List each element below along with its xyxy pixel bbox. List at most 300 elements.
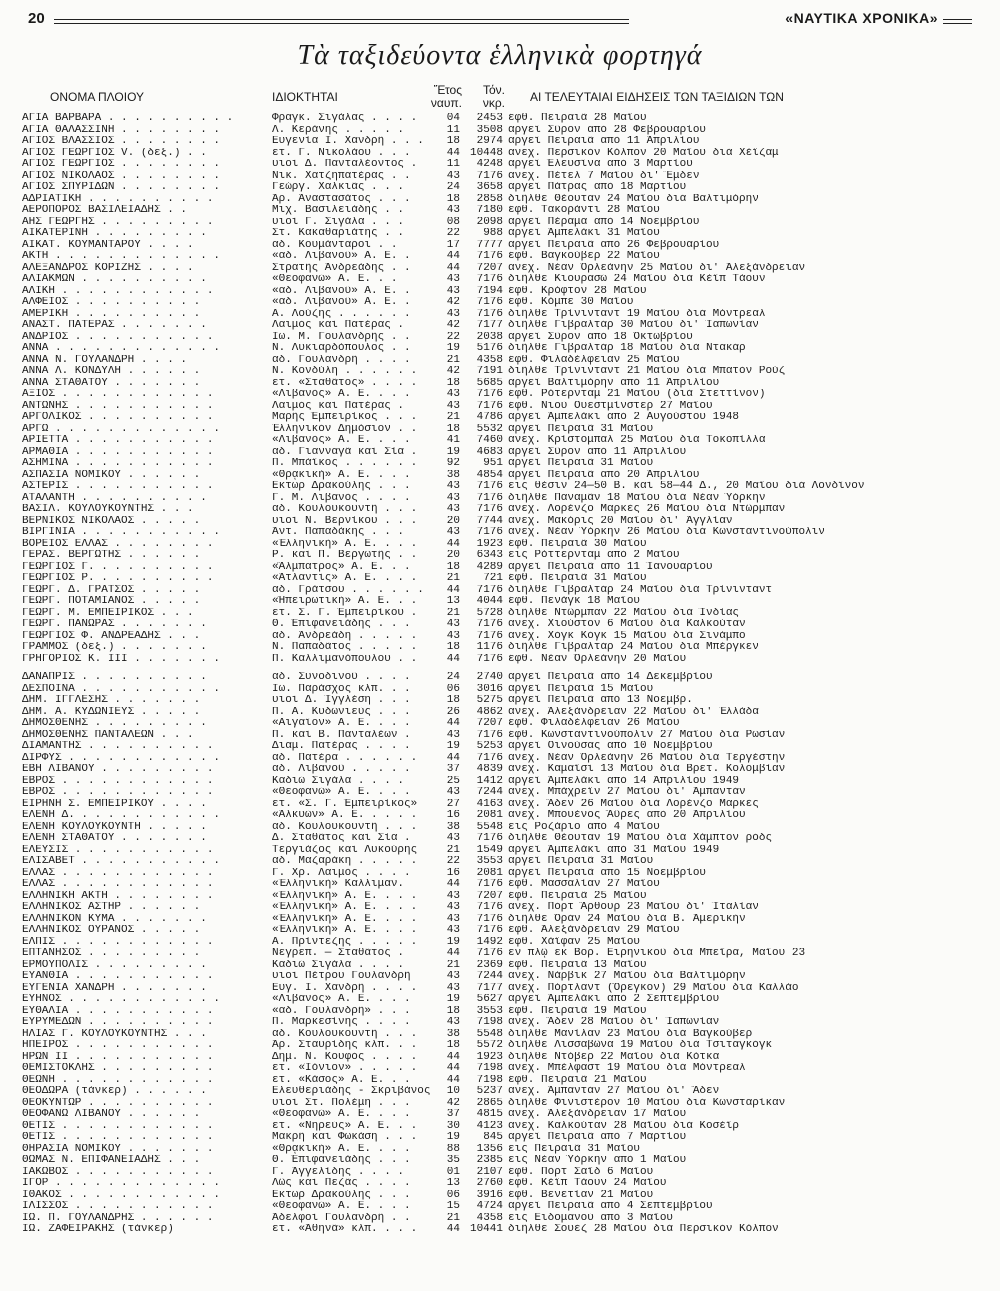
voyage-news: ἔφθ. Πειραιᾶ 19 Μαΐου <box>508 1005 647 1017</box>
voyage-news: ἔφθ. Πειραιᾶ 31 Μαΐου <box>508 573 647 584</box>
owner-name: «Θρᾳκικὴ» Α. Ε. . . . <box>272 1143 411 1155</box>
tonnage: 7176 <box>476 902 503 913</box>
ship-name: ΑΓΙΟΣ ΣΠΥΡΙΔΩΝ . . . . . . . . <box>22 182 221 193</box>
ship-name: ΔΑΝΑΠΡΙΣ . . . . . . . . . . <box>22 672 207 683</box>
table-row <box>22 274 972 286</box>
voyage-news: ἀργεῖ Σῦρον ἀπὸ 28 Φεβρουαρίου <box>508 124 707 136</box>
build-year: 11 <box>446 159 460 170</box>
voyage-news: ἀργεῖ Πειραιᾶ ἀπὸ 20 Ἀπριλίου <box>508 469 700 481</box>
tonnage: 4839 <box>476 764 503 775</box>
table-row <box>22 136 972 148</box>
voyage-news: ἀργεῖ Πειραιᾶ 15 Μαΐου <box>508 683 654 695</box>
owner-name: «Ἑλληνικὴ» Α. Ε. . . . <box>272 538 418 550</box>
table-row <box>22 672 972 684</box>
voyage-news: ἔφθ. Πειραιᾶ 28 Μαΐου <box>508 113 647 124</box>
table-row <box>22 171 972 183</box>
tonnage: 4358 <box>476 354 503 366</box>
voyage-news: ἀργεῖ Πειραιᾶ ἀπὸ 13 Νοεμβρ. <box>508 695 693 706</box>
ship-name: ΑΝΔΡΙΟΣ . . . . . . . . . . . <box>22 331 214 343</box>
voyage-news: ἀνεχ. Πὸρτ Ἄρθουρ 23 Μαΐου δι' Ἰταλίαν <box>508 902 759 913</box>
journal-name: «ΝΑΥΤΙΚΑ ΧΡΟΝΙΚΑ» <box>785 10 938 26</box>
table-row <box>22 1224 972 1236</box>
owner-name: ἐτ. «Νηρεὺς» Α. Ε. . . <box>272 1120 418 1132</box>
table-row <box>22 753 972 765</box>
ship-name: ΕΒΗ ΛΙΒΑΝΟΥ . . . . . . . . . <box>22 764 214 775</box>
table-row <box>22 205 972 217</box>
table-row <box>22 148 972 160</box>
tonnage: 7176 <box>476 729 503 741</box>
table-row <box>22 389 972 401</box>
ship-name: ΒΙΡΓΙΝΙΑ . . . . . . . . . . . <box>22 527 221 538</box>
owner-name: «Θεοφανὼ» Α. Ε. . . . <box>272 1201 411 1212</box>
ship-name: ΑΓΙΑ ΒΑΡΒΑΡΑ . . . . . . . . . . <box>22 113 234 124</box>
owner-name: «Θεοφανὼ» Α. Ε. . . . <box>272 1109 411 1120</box>
voyage-news: διῆλθε Γιβραλτὰρ 30 Μαΐου δι' Ἰαπωνίαν <box>508 320 759 331</box>
ship-name: ΕΥΓΕΝΙΑ ΧΑΝΔΡΗ . . . . . . . <box>22 982 207 994</box>
ship-name: ΘΗΡΑΣΙΑ ΝΟΜΙΚΟΥ . . . . . . . <box>22 1143 214 1155</box>
table-row <box>22 845 972 857</box>
owner-name: «Θεοφανὼ» Α. Ε. . . . <box>272 787 411 798</box>
tonnage: 7176 <box>476 584 503 596</box>
voyage-news: διῆλθε Κιουρασὼ 24 Μαΐου διὰ Κέϊπ Τάουν <box>508 274 766 285</box>
ship-name: ΕΥΡΥΜΕΔΩΝ . . . . . . . . . . <box>22 1017 214 1028</box>
build-year: 19 <box>446 1132 460 1143</box>
build-year: 42 <box>446 366 460 377</box>
owner-name: Ἀρ. Σταυρίδης κλπ. . . <box>272 1040 418 1051</box>
table-row <box>22 113 972 125</box>
ship-name: ΘΕΤΙΣ . . . . . . . . . . . . <box>22 1132 214 1143</box>
masthead-rule-right <box>943 19 972 24</box>
owner-name: Μακρῆ καὶ Φωκάση . . . <box>272 1132 418 1143</box>
build-year: 43 <box>446 619 460 630</box>
table-row <box>22 251 972 263</box>
tonnage: 3553 <box>476 1005 503 1017</box>
owner-name: Ἕκτωρ Δρακούλης . . . <box>272 1189 411 1201</box>
build-year: 44 <box>446 1051 460 1063</box>
owner-name: «Ἑλληνικὴ» Α. Ε. . . . <box>272 925 418 936</box>
build-year: 22 <box>446 228 460 239</box>
table-row <box>22 1063 972 1075</box>
build-year: 88 <box>446 1143 460 1155</box>
build-year: 08 <box>446 216 460 228</box>
build-year: 04 <box>446 113 460 124</box>
build-year: 18 <box>446 1005 460 1017</box>
build-year: 06 <box>446 1189 460 1201</box>
ship-name: ΒΕΡΝΙΚΟΣ ΝΙΚΟΛΑΟΣ . . . . . <box>22 515 201 527</box>
voyage-news: ἀργεῖ Σῦρον ἀπὸ 11 Ἀπριλίου <box>508 446 687 458</box>
voyage-news: ἀνεχ. Νάρβικ 27 Μαΐου διὰ Βαλτιμόρην <box>508 971 746 982</box>
build-year: 10 <box>446 1086 460 1097</box>
tonnage: 7176 <box>476 170 503 182</box>
voyage-news: ἀνεχ. Ἀλεξάνδρειαν 22 Μαΐου δι' Ἑλλάδα <box>508 706 759 718</box>
tonnage: 5728 <box>476 607 503 619</box>
voyage-news: εἰς θέσιν 24—50 Β. καὶ 58—44 Δ., 20 Μαΐου διὰ Λονδῖνον <box>508 481 865 492</box>
ship-name: ΔΗΜ. Α. ΚΥΔΩΝΙΕΥΣ . . . . . <box>22 706 201 718</box>
owner-name: Φραγκ. Σιγάλας . . . . <box>272 113 418 124</box>
table-row <box>22 573 972 585</box>
ship-name: ΕΛΛΗΝΙΚΟΣ ΟΥΡΑΝΟΣ . . . . . <box>22 925 201 936</box>
table-row <box>22 562 972 574</box>
ship-name: ΒΑΣΙΛ. ΚΟΥΛΟΥΚΟΥΝΤΗΣ . . . <box>22 504 194 515</box>
voyage-news: εἰς Ρόττερνταμ ἀπὸ 2 Μαΐου <box>508 550 680 561</box>
table-row <box>22 994 972 1006</box>
tonnage: 4862 <box>476 706 503 718</box>
table-row <box>22 470 972 482</box>
tonnage: 7176 <box>476 400 503 412</box>
ship-name: ΑΝΑΣΤ. ΠΑΤΕΡΑΣ . . . . . . . <box>22 320 207 331</box>
voyage-news: ἔφθ. Ἀλεξάνδρειαν 29 Μαΐου <box>508 925 680 936</box>
table-row <box>22 516 972 528</box>
ship-name: ΘΕΩΝΗ . . . . . . . . . . . . <box>22 1074 214 1086</box>
build-year: 18 <box>446 1040 460 1051</box>
owner-name: ἀδ. Κουμάνταροι . . <box>272 239 398 251</box>
owner-name: «Λιβανὸς» Α. Ε. . . . <box>272 435 411 446</box>
voyage-news: διῆλθε Λισσαβῶνα 19 Μαΐου διὰ Τσιταγκὸγκ <box>508 1040 773 1051</box>
ship-name: ΑΓΙΟΣ ΓΕΩΡΓΙΟΣ . . . . . . . . <box>22 159 221 170</box>
voyage-news: ἔφθ. Πειραιᾶ 30 Μαΐου <box>508 538 647 550</box>
tonnage: 5548 <box>476 1028 503 1040</box>
tonnage: 7176 <box>476 274 503 285</box>
owner-name: Καδιὼ Σιγάλα . . . . <box>272 959 405 971</box>
table-row <box>22 527 972 539</box>
build-year: 43 <box>446 481 460 492</box>
ship-name: ΕΛΠΙΣ . . . . . . . . . . . . <box>22 936 214 948</box>
table-row <box>22 435 972 447</box>
build-year: 92 <box>446 458 460 469</box>
header-year <box>422 84 462 110</box>
voyage-news: ἀνεχ. Χιούστον 6 Μαΐου διὰ Καλκούταν <box>508 619 746 630</box>
build-year: 44 <box>446 1074 460 1086</box>
ship-name: ΕΛΕΝΗ Δ. . . . . . . . . . . . <box>22 810 221 821</box>
owner-name: «Λιβανὸς» Α. Ε. . . . <box>272 389 411 400</box>
tonnage: 7176 <box>476 297 503 308</box>
build-year: 44 <box>446 653 460 665</box>
ship-name: ΘΕΜΙΣΤΟΚΛΗΣ . . . . . . . . . <box>22 1063 214 1074</box>
tonnage: 10448 <box>469 147 503 159</box>
build-year: 22 <box>446 331 460 343</box>
ship-name: ΑΛΕΞΑΝΔΡΟΣ ΚΟΡΙΖΗΣ . . . . <box>22 262 194 274</box>
ship-name: ΔΙΑΜΑΝΤΗΣ . . . . . . . . . . <box>22 741 214 752</box>
build-year: 44 <box>446 251 460 262</box>
build-year: 43 <box>446 630 460 642</box>
build-year: 18 <box>446 193 460 205</box>
owner-name: «Ἄλμπατρος» Α. Ε. . . <box>272 561 411 573</box>
voyage-news: ἀνεχ. Χὸγκ Κὸγκ 15 Μαΐου διὰ Σινάμπο <box>508 630 746 642</box>
page-number: 20 <box>28 10 45 27</box>
ship-name: ΑΔΡΙΑΤΙΚΗ . . . . . . . . . . <box>22 193 214 205</box>
table-row <box>22 707 972 719</box>
tonnage: 5237 <box>476 1086 503 1097</box>
tonnage: 3553 <box>476 856 503 867</box>
voyage-news: ἀργεῖ Ἀμπελάκι ἀπὸ 2 Αὐγούστου 1948 <box>508 412 740 423</box>
voyage-news: ἔφθ. Βαγκούβερ 22 Μαΐου <box>508 251 660 262</box>
ship-name: ΔΕΣΠΟΙΝΑ . . . . . . . . . . . <box>22 683 221 695</box>
build-year: 18 <box>446 423 460 435</box>
ship-name: ΑΓΙΟΣ ΝΙΚΟΛΑΟΣ . . . . . . . . <box>22 170 221 182</box>
build-year: 44 <box>446 1063 460 1074</box>
tonnage: 721 <box>483 573 503 584</box>
build-year: 44 <box>446 584 460 596</box>
voyage-news: ἔφθ. Πὸρτ Σαΐδ 6 Μαΐου <box>508 1166 654 1178</box>
ship-name: ΓΕΩΡΓ. Μ. ΕΜΠΕΙΡΙΚΟΣ . . . <box>22 607 194 619</box>
voyage-news: ἀνεχ. Ἀμπαντὰν 27 Μαΐου δι' Ἄδεν <box>508 1086 720 1097</box>
table-row <box>22 366 972 378</box>
tonnage: 3016 <box>476 683 503 695</box>
ship-name: ΘΕΟΚΥΝΤΩΡ . . . . . . . . . . <box>22 1097 214 1109</box>
owner-name: Ἰω. Παράσχος κλπ. . . <box>272 683 411 695</box>
masthead-rule-left <box>54 19 629 24</box>
tonnage: 4786 <box>476 412 503 423</box>
owner-name: «Ἑλληνικὴ» Α. Ε. . . . <box>272 913 418 925</box>
build-year: 19 <box>446 446 460 458</box>
owner-name: ἀδ. Πατέρα . . . . . . <box>272 752 418 764</box>
build-year: 43 <box>446 527 460 538</box>
voyage-news: ἀργεῖ Πειραιᾶ ἀπὸ 7 Μαρτίου <box>508 1132 687 1143</box>
build-year: 41 <box>446 435 460 446</box>
table-row <box>22 539 972 551</box>
tonnage: 5275 <box>476 695 503 706</box>
owner-name: «Ἑλληνικὴ» Α. Ε. . . . <box>272 902 418 913</box>
ship-name: ΕΥΘΑΛΙΑ . . . . . . . . . . . <box>22 1005 214 1017</box>
ship-name: ΑΓΙΟΣ ΓΕΩΡΓΙΟΣ V. (δεξ.) . . <box>22 147 207 159</box>
table-row <box>22 631 972 643</box>
table-row <box>22 718 972 730</box>
ship-name: ΓΡΑΜΜΟΣ (δεξ.) . . . . . . . <box>22 642 207 653</box>
owner-name: ἀδ. Γράτσου . . . . . . <box>272 584 424 596</box>
voyage-news: ἀνεχ. Μακόρις 20 Μαΐου δι' Ἀγγλίαν <box>508 515 733 527</box>
owner-name: υἱοὶ Στ. Πολέμη . . . <box>272 1097 411 1109</box>
ship-name: ΗΠΕΙΡΟΣ . . . . . . . . . . . <box>22 1040 214 1051</box>
owner-name: «ἀδ. Λιβανοῦ» Α. Ε. . <box>272 297 411 308</box>
build-year: 27 <box>446 798 460 810</box>
voyage-news: ἀργεῖ Πειραιᾶ ἀπὸ 14 Δεκεμβρίου <box>508 672 713 683</box>
owner-name: Ἐλευθεριάδης - Σκριβάνος <box>272 1086 431 1097</box>
build-year: 18 <box>446 695 460 706</box>
voyage-news: ἔφθ. Νιοὺ Οὐεστμίνστερ 27 Μαΐου <box>508 400 713 412</box>
owner-name: Διαμ. Πατέρας . . . . <box>272 741 411 752</box>
tonnage: 7207 <box>476 262 503 274</box>
ship-name: ΕΥΑΝΘΙΑ . . . . . . . . . . . <box>22 971 214 982</box>
ship-tables <box>22 113 972 1236</box>
tonnage: 1549 <box>476 844 503 856</box>
header-owner: ΙΔΙΟΚΤΗΤΑΙ <box>272 90 338 104</box>
build-year: 43 <box>446 400 460 412</box>
tonnage: 4683 <box>476 446 503 458</box>
voyage-news: ἀργεῖ Ἀμπελάκι ἀπὸ 2 Σεπτεμβρίου <box>508 994 720 1005</box>
ship-name: ΕΒΡΟΣ . . . . . . . . . . . . <box>22 787 214 798</box>
ship-name: ΑΡΓΩ . . . . . . . . . . . . . <box>22 423 221 435</box>
voyage-news: εἰς Ροζάριο ἀπὸ 4 Μαΐου <box>508 821 660 833</box>
tonnage: 5685 <box>476 377 503 389</box>
owner-name: Καδιὼ Σιγάλα . . . . <box>272 775 405 787</box>
show-through-text <box>812 1086 972 1206</box>
table-row <box>22 182 972 194</box>
tonnage: 1412 <box>476 775 503 787</box>
voyage-news: ἀνεχ. Μπέλφαστ 19 Μαΐου διὰ Μόντρεαλ <box>508 1063 746 1074</box>
ship-name: ΑΙΚΑΤ. ΚΟΥΜΑΝΤΑΡΟΥ . . . . <box>22 239 194 251</box>
ship-name: ΓΕΩΡΓΙΟΣ Γ. . . . . . . . . . <box>22 561 214 573</box>
tonnage: 2760 <box>476 1178 503 1189</box>
voyage-news: ἔφθ. Κόμπε 30 Μαΐου <box>508 297 634 308</box>
owner-name: Π. Μαρκεσίνης . . . . <box>272 1017 411 1028</box>
build-year: 16 <box>446 810 460 821</box>
owner-name: Ἀρ. Ἀναστασάτος . . . <box>272 193 411 205</box>
tonnage: 4358 <box>476 1212 503 1224</box>
header-ship: ΟΝΟΜΑ ΠΛΟΙΟΥ <box>50 90 145 104</box>
voyage-news: ἀργεῖ Ἐλευσῖνα ἀπὸ 3 Μαρτίου <box>508 159 693 170</box>
table-row <box>22 937 972 949</box>
tonnage: 7176 <box>476 251 503 262</box>
header-year-line1: Ἔτος <box>433 83 462 97</box>
table-row <box>22 856 972 868</box>
build-year: 44 <box>446 948 460 959</box>
table-row <box>22 355 972 367</box>
build-year: 43 <box>446 1017 460 1028</box>
table-row <box>22 447 972 459</box>
owner-name: υἱοὶ Δ. Ἰγγλέση . . . <box>272 695 411 706</box>
voyage-news: διῆλθε Τρίνινταντ 19 Μαΐου διὰ Μόντρεαλ <box>508 308 766 320</box>
build-year: 17 <box>446 239 460 251</box>
owner-name: υἱοὶ Ν. Βερνίκου . . . <box>272 515 418 527</box>
build-year: 30 <box>446 1120 460 1132</box>
build-year: 25 <box>446 775 460 787</box>
ship-name: ΘΕΟΦΑΝΩ ΛΙΒΑΝΟΥ . . . . . . <box>22 1109 201 1120</box>
voyage-news: διῆλθε Θέουταν 24 Μαΐου διὰ Βαλτιμόρην <box>508 193 759 205</box>
tonnage: 988 <box>483 228 503 239</box>
build-year: 43 <box>446 285 460 297</box>
build-year: 11 <box>446 124 460 136</box>
table-row <box>22 948 972 960</box>
build-year: 44 <box>446 1224 460 1235</box>
owner-name: Ἕκτωρ Δρακούλης . . . <box>272 481 411 492</box>
tonnage: 7744 <box>476 515 503 527</box>
owner-name: Δ. Σταθᾶτος καὶ Σία . <box>272 833 411 844</box>
tonnage: 3508 <box>476 124 503 136</box>
build-year: 43 <box>446 902 460 913</box>
build-year: 43 <box>446 205 460 216</box>
tonnage: 7198 <box>476 1074 503 1086</box>
tonnage: 1176 <box>476 642 503 653</box>
tonnage: 2038 <box>476 331 503 343</box>
table-row <box>22 1029 972 1041</box>
ship-name: ΑΤΑΛΑΝΤΗ . . . . . . . . . . <box>22 492 207 504</box>
table-row <box>22 654 972 666</box>
tonnage: 7176 <box>476 833 503 844</box>
ship-name: ΑΓΙΑ ΘΑΛΑΣΣΙΝΗ . . . . . . . . <box>22 124 221 136</box>
owner-name: ἐτ. «Σταθᾶτος» . . . . <box>272 377 418 389</box>
owner-name: Π. Α. Κυδωνιεὺς . . . <box>272 706 411 718</box>
ship-name: ΓΕΩΡΓ. ΠΑΝΩΡΑΣ . . . . . . . <box>22 619 207 630</box>
build-year: 15 <box>446 1201 460 1212</box>
voyage-news: ἔφθ. Πειραιᾶ 13 Μαΐου <box>508 959 647 971</box>
voyage-news: ἀργεῖ Σῦρον ἀπὸ 18 Ὀκτωβρίου <box>508 331 693 343</box>
tonnage: 7460 <box>476 435 503 446</box>
voyage-news: ἔφθ. Βενετίαν 21 Μαΐου <box>508 1189 654 1201</box>
build-year: 43 <box>446 890 460 902</box>
owner-name: Τεργιάζος καὶ Λυκούρης <box>272 844 418 856</box>
owner-name: ἐτ. «Κάσος» Α. Ε. . . <box>272 1074 411 1086</box>
voyage-news: ἀνεχ. Λορένζο Μαρκὲς 26 Μαΐου διὰ Ντῶρμπαν <box>508 504 786 515</box>
tonnage: 7180 <box>476 205 503 216</box>
tonnage: 2369 <box>476 959 503 971</box>
tonnage: 951 <box>483 458 503 469</box>
ship-name: ΕΒΡΟΣ . . . . . . . . . . . . <box>22 775 214 787</box>
table-row <box>22 320 972 332</box>
tonnage: 1923 <box>476 538 503 550</box>
owner-name: «ἀδ. Λιβανοῦ» Α. Ε. . <box>272 285 411 297</box>
ship-name: ΓΕΩΡΓ. ΠΟΤΑΜΙΑΝΟΣ . . . . . <box>22 596 201 607</box>
owner-name: Π. Καλλιμανόπουλου . . <box>272 653 418 665</box>
owner-name: ἀδ. Κουλουκουντῆ . . . <box>272 821 418 833</box>
voyage-news: ἀνεχ. Ἄδεν 28 Μαΐου δι' Ἰαπωνίαν <box>508 1017 720 1028</box>
owner-name: Λαιμὸς καὶ Πατέρας . <box>272 400 405 412</box>
ship-name: ΕΡΜΟΥΠΟΛΙΣ . . . . . . . . . <box>22 959 207 971</box>
table-row <box>22 217 972 229</box>
owner-name: Μαρῆς Ἐμπειρίκος . . . <box>272 412 418 423</box>
ship-name: ΓΕΩΡΓΙΟΣ Φ. ΑΝΔΡΕΑΔΗΣ . . . <box>22 630 201 642</box>
tonnage: 5627 <box>476 994 503 1005</box>
tonnage: 7176 <box>476 481 503 492</box>
voyage-news: ἀργεῖ Πειραιᾶ 31 Μαΐου <box>508 458 654 469</box>
ship-name: ΕΛΙΣΑΒΕΤ . . . . . . . . . . . <box>22 856 221 867</box>
ship-name: ΑΣΠΑΣΙΑ ΝΟΜΙΚΟΥ . . . . . . <box>22 469 201 481</box>
ship-name: ΑΗΣ ΓΕΩΡΓΗΣ . . . . . . . . . <box>22 216 214 228</box>
table-row <box>22 1040 972 1052</box>
voyage-news: διῆλθε Παναμᾶν 18 Μαΐου διὰ Νέαν Ὑόρκην <box>508 492 766 504</box>
table-row <box>22 833 972 845</box>
build-year: 21 <box>446 607 460 619</box>
tonnage: 5572 <box>476 1040 503 1051</box>
build-year: 24 <box>446 182 460 193</box>
tonnage: 7176 <box>476 630 503 642</box>
owner-name: Λῶς καὶ Πεζᾶς . . . . <box>272 1178 411 1189</box>
tonnage: 7194 <box>476 285 503 297</box>
ship-name: ΓΕΡΑΣ. ΒΕΡΓΩΤΗΣ . . . . . . <box>22 550 201 561</box>
voyage-news: ἔφθ. Κρόφτον 28 Μαΐου <box>508 285 647 297</box>
build-year: 38 <box>446 821 460 833</box>
table-row <box>22 776 972 788</box>
voyage-news: ἀνεχ. Νέαν Ὀρλεάνην 26 Μαΐου διὰ Τεργέστην <box>508 752 786 764</box>
table-row <box>22 159 972 171</box>
ship-name: ΓΕΩΡΓ. Δ. ΓΡΑΤΣΟΣ . . . . . <box>22 584 201 596</box>
ship-name: ΕΛΛΑΣ . . . . . . . . . . . . <box>22 867 214 879</box>
voyage-news: ἀργεῖ Οἰνούσας ἀπὸ 10 Νοεμβρίου <box>508 741 713 752</box>
build-year: 21 <box>446 1212 460 1224</box>
voyage-news: διῆλθε Γιβραλτὰρ 24 Μαΐου διὰ Τρίνινταντ <box>508 584 773 596</box>
tonnage: 1923 <box>476 1051 503 1063</box>
table-row <box>22 286 972 298</box>
ship-table-section-1 <box>22 113 972 665</box>
voyage-news: ἀνεχ. Ἀλεξάνδρειαν 17 Μαΐου <box>508 1109 687 1120</box>
build-year: 44 <box>446 718 460 729</box>
ship-name: ΙΛΙΣΣΟΣ . . . . . . . . . . . <box>22 1201 214 1212</box>
owner-name: Θ. Ἐπιφανειάδης . . . <box>272 1155 411 1166</box>
owner-name: ἀδ. Κουλουκουντῆ . . . <box>272 1028 418 1040</box>
owner-name: Π. καὶ Β. Πανταλέων . <box>272 729 411 741</box>
table-row <box>22 925 972 937</box>
owner-name: «Ἑλληνικὴ» Καλλιμαν. <box>272 879 405 890</box>
table-row <box>22 481 972 493</box>
table-row <box>22 228 972 240</box>
ship-name: ΙΘΑΚΟΣ . . . . . . . . . . . . <box>22 1189 221 1201</box>
owner-name: «Θρᾳκική» Α. Ε. . . . <box>272 469 411 481</box>
voyage-news: ἀνεχ. Κρίστομπαλ 25 Μαΐου διὰ Τοκοπίλλα <box>508 435 766 446</box>
owner-name: ἐτ. «Σ. Γ. Ἐμπειρίκος» <box>272 798 418 810</box>
header-tonnage-line1: Τόν. <box>482 83 505 97</box>
ship-name: ΕΛΛΑΣ . . . . . . . . . . . . <box>22 879 214 890</box>
tonnage: 845 <box>483 1132 503 1143</box>
table-row <box>22 822 972 834</box>
